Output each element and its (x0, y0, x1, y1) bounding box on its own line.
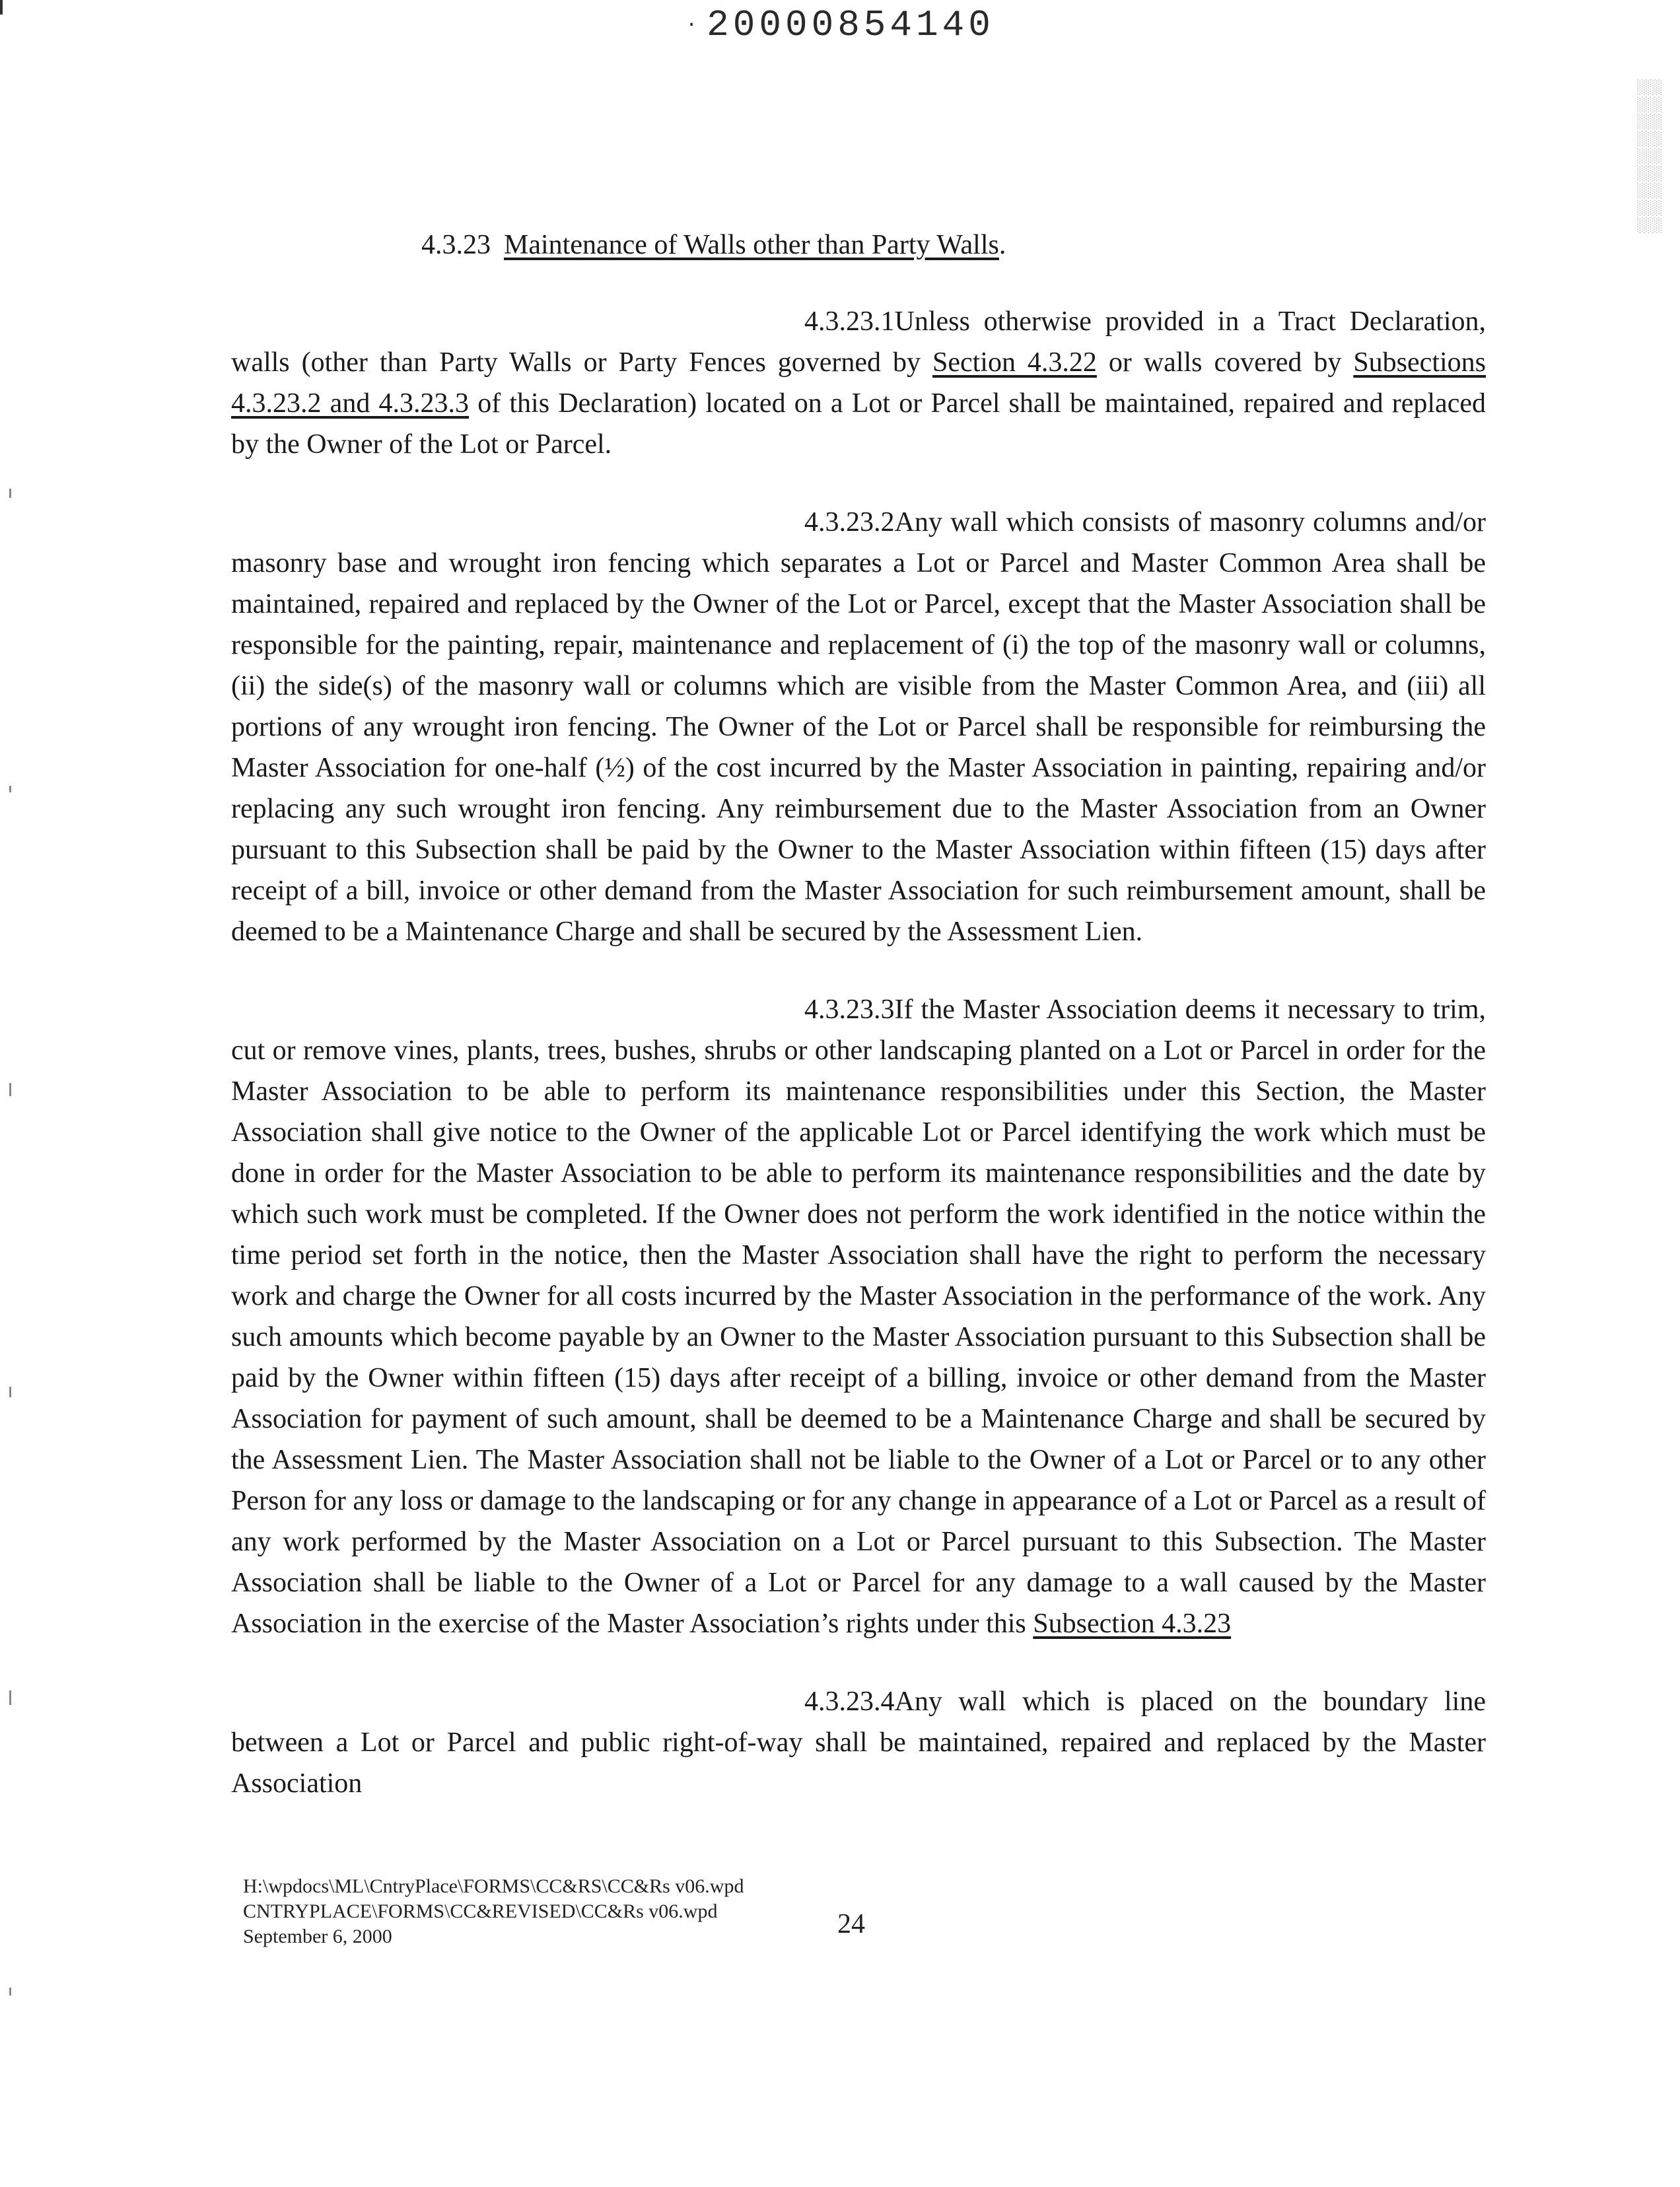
document-number-stamp (0, 4, 1680, 46)
footer-path-2: CNTRYPLACE\FORMS\CC&REVISED\CC&Rs v06.wpd (243, 1900, 718, 1922)
file-path-footer (243, 1874, 744, 1949)
paragraph-4-3-23-4 (231, 1681, 1486, 1804)
paragraph-text: If the Master Association deems it necessary to trim, cut or remove vines, plants, trees, bushes, shrubs or other landscaping planted on a Lot or Parcel in order for the Master Association to be able to perform its maintenance responsibilities under this Section, the Master Association shall give notice to the Owner of the applicable Lot or Parcel identifying the work which must be done in order for the Master Association to be able to perform its maintenance responsibilities and the date by which such work must be completed. If the Owner does not perform the work identified in the notice within the time period set forth in the notice, then the Master Association shall have the right to perform the necessary work and charge the Owner for all costs incurred by the Master Association in the performance of the work. Any such amounts which become payable by an Owner to the Master Association pursuant to this Subsection shall be paid by the Owner within fifteen (15) days after receipt of a billing, invoice or other demand from the Master Association for payment of such amount, shall be deemed to be a Maintenance Charge and shall be secured by the Assessment Lien. The Master Association shall not be liable to the Owner of a Lot or Parcel or to any other Person for any loss or damage to the landscaping or for any change in appearance of a Lot or Parcel as a result of any work performed by the Master Association on a Lot or Parcel pursuant to this Subsection. The Master Association shall be liable to the Owner of a Lot or Parcel for any damage to a wall caused by the Master Association in the exercise of the Master Association’s rights under this (231, 994, 1486, 1639)
subsection-reference: Subsection 4.3.23 (1033, 1609, 1232, 1639)
scan-edge-mark (9, 489, 11, 498)
paragraph-text: or walls covered by (1096, 347, 1354, 378)
scan-edge-mark (9, 1988, 11, 1996)
scan-edge-mark (9, 1083, 11, 1096)
paragraph-4-3-23-2 (231, 502, 1486, 952)
stamp-dot-icon: · (685, 14, 702, 37)
paragraph-number: 4.3.23.1 (804, 306, 895, 337)
page-number: 24 (837, 1909, 865, 1939)
faded-side-stamp: ▒▒▒▒▒▒▒▒▒ (1638, 79, 1663, 234)
section-reference: Section 4.3.22 (932, 347, 1097, 378)
section-number: 4.3.23 (421, 230, 491, 260)
paragraph-text: Any wall which consists of masonry columns and/or masonry base and wrought iron fencing which separates a Lot or Parcel and Master Common Area shall be maintained, repaired and replaced by the Owner of the Lot or Parcel, except that the Master Association shall be responsible for the painting, repair, maintenance and replacement of (i) the top of the masonry wall or columns, (ii) the side(s) of the masonry wall or columns which are visible from the Master Common Area, and (iii) all portions of any wrought iron fencing. The Owner of the Lot or Parcel shall be responsible for reimbursing the Master Association for one-half (½) of the cost incurred by the Master Association in painting, repairing and/or replacing any such wrought iron fencing. Any reimbursement due to the Master Association from an Owner pursuant to this Subsection shall be paid by the Owner to the Master Association within fifteen (15) days after receipt of a bill, invoice or other demand from the Master Association for such reimbursement amount, shall be deemed to be a Maintenance Charge and shall be secured by the Assessment Lien. (231, 507, 1486, 947)
scan-edge-mark (9, 1387, 11, 1397)
paragraph-number: 4.3.23.3 (804, 994, 895, 1025)
scan-edge-mark (9, 1690, 11, 1705)
section-title: Maintenance of Walls other than Party Walls (504, 230, 999, 260)
subsection-reference: Subsections 4.3.23.2 and 4.3.23.3 (231, 347, 1486, 419)
paragraph-4-3-23-3 (231, 989, 1486, 1644)
paragraph-number: 4.3.23.2 (804, 507, 895, 538)
paragraph-text: of this Declaration) located on a Lot or Parcel shall be maintained, repaired and replaced by the Owner of the Lot or Parcel. (231, 388, 1486, 460)
document-number: 20000854140 (707, 4, 995, 46)
paragraph-text: Unless otherwise provided in a Tract Declaration, walls (other than Party Walls or Party Fences governed by (231, 306, 1486, 378)
paragraph-number: 4.3.23.4 (804, 1686, 895, 1717)
footer-date: September 6, 2000 (243, 1926, 392, 1947)
document-body (231, 225, 1486, 1841)
footer-path-1: H:\wpdocs\ML\CntryPlace\FORMS\CC&RS\CC&Rs v06.wpd (243, 1875, 744, 1897)
scan-edge-mark (9, 786, 11, 792)
paragraph-text: Any wall which is placed on the boundary line between a Lot or Parcel and public right-of-way shall be maintained, repaired and replaced by the Master Association (231, 1686, 1486, 1799)
paragraph-4-3-23-1 (231, 301, 1486, 465)
section-heading: 4.3.23 Maintenance of Walls other than Party Walls. (421, 230, 1006, 260)
